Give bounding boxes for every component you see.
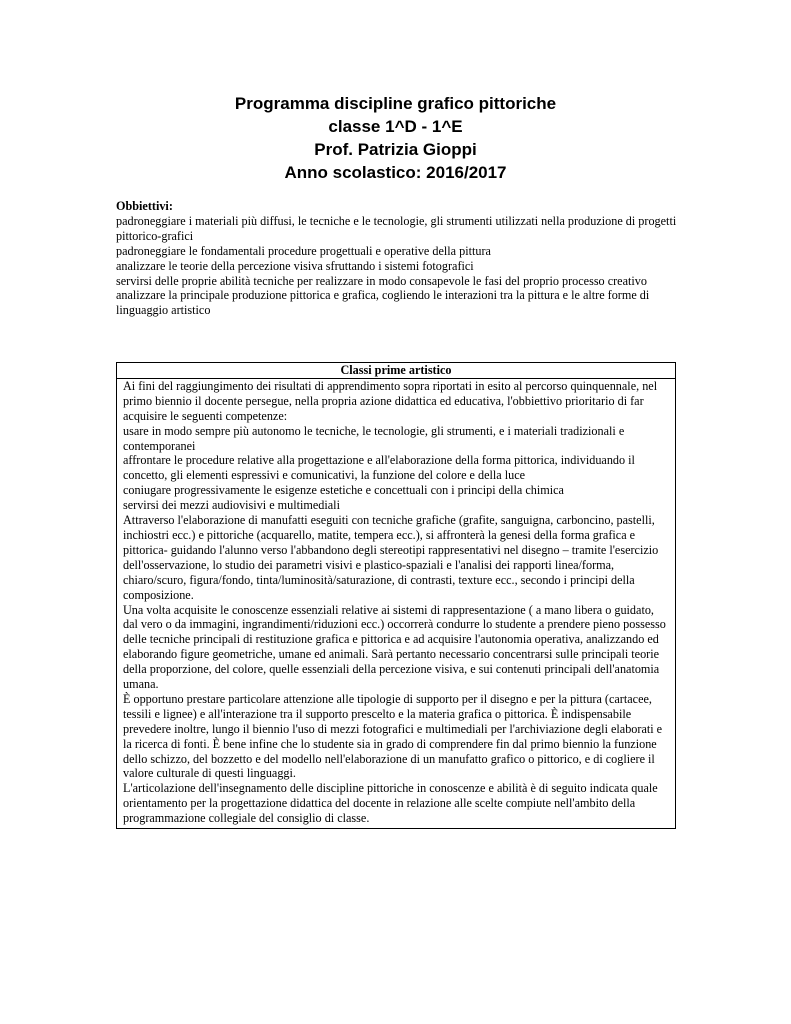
header-school-year: Anno scolastico: 2016/2017 bbox=[284, 163, 507, 182]
table-body bbox=[117, 379, 675, 828]
header-title: Programma discipline grafico pittoriche bbox=[234, 94, 557, 113]
header-teacher: Prof. Patrizia Gioppi bbox=[314, 140, 477, 159]
objective-item: analizzare la principale produzione pittorica e grafica, cogliendo le interazioni tra la pittura e le altre forme di linguaggio artistico bbox=[116, 288, 650, 318]
objectives-title: Obbiettivi: bbox=[116, 199, 173, 213]
table-paragraph: Ai fini del raggiungimento dei risultati di apprendimento sopra riportati in esito al percorso quinquennale, nel primo biennio il docente persegue, nella propria azione didattica ed educativa, l'obbiettivo prioritario di far acquisire le seguenti competenze: bbox=[123, 378, 658, 423]
header-class: classe 1^D - 1^E bbox=[328, 117, 463, 136]
table-paragraph: Attraverso l'elaborazione di manufatti eseguiti con tecniche grafiche (grafite, sanguigna, carboncino, pastelli, inchiostri ecc.) e pittoriche (acquarello, matite, tempera ecc.), si affronterà la genesi della forma grafica e pittorica- guidando l'alunno verso l'abbandono degli stereotipi rappresentativi nel disegno – tramite l'esercizio dell'osservazione, lo studio dei parametri visivi e plastico-spaziali e l'analisi dei rapporti linea/forma, chiaro/scuro, figura/fondo, tinta/luminosità/saturazione, di contrasti, texture ecc., secondo i principi della composizione. bbox=[123, 513, 659, 602]
document-header bbox=[0, 92, 791, 184]
table-paragraph: coniugare progressivamente le esigenze estetiche e concettuali con i principi della chimica bbox=[123, 483, 564, 498]
objective-item: padroneggiare i materiali più diffusi, le tecniche e le tecnologie, gli strumenti utilizzati nella produzione di progetti pittorico-grafici bbox=[116, 213, 677, 243]
table-paragraph: servirsi dei mezzi audiovisivi e multimediali bbox=[123, 498, 340, 513]
table-paragraph: affrontare le procedure relative alla progettazione e all'elaborazione della forma pittorica, individuando il concetto, gli elementi espressivi e comunicativi, la funzione del colore e della luce bbox=[123, 453, 635, 483]
table-paragraph: Una volta acquisite le conoscenze essenziali relative ai sistemi di rappresentazione ( a mano libera o guidato, dal vero o da immagini, ingrandimenti/riduzioni ecc.) occorrerà condurre lo studente a prendere pieno possesso delle tecniche principali di restituzione grafica e pittorica e ad acquisire l'autonomia operativa, analizzando ed elaborando figure geometriche, umane ed animali. Sarà pertanto necessario concentrarsi sulle principali teorie della proporzione, del colore, quelle essenziali della percezione visiva, e sui contenuti principali dell'anatomia umana. bbox=[123, 602, 666, 692]
table-paragraph: L'articolazione dell'insegnamento delle discipline pittoriche in conoscenze e abilità è di seguito indicata quale orientamento per la progettazione didattica del docente in relazione alle scelte compiute nell'ambito della programmazione collegiale del consiglio di classe. bbox=[123, 781, 658, 826]
objective-item: analizzare le teorie della percezione visiva sfruttando i sistemi fotografici bbox=[116, 258, 474, 273]
objective-item: servirsi delle proprie abilità tecniche per realizzare in modo consapevole le fasi del proprio processo creativo bbox=[116, 273, 647, 288]
objective-item: padroneggiare le fondamentali procedure progettuali e operative della pittura bbox=[116, 243, 491, 258]
objectives-section bbox=[116, 199, 686, 318]
table-paragraph: È opportuno prestare particolare attenzione alle tipologie di supporto per il disegno e per la pittura (cartacee, tessili e lignee) e all'interazione tra il supporto prescelto e la materia grafica o pittorica. È indispensabile prevedere inoltre, lungo il biennio l'uso di mezzi fotografici e multimediali per l'archiviazione degli elaborati e la ricerca di fonti. È bene infine che lo studente sia in grado di comprendere fin dal primo biennio la funzione dello schizzo, del bozzetto e del modello nell'elaborazione di un manufatto grafico o pittorico, e di cogliere il valore culturale di questi linguaggi. bbox=[123, 691, 663, 781]
table-paragraph: usare in modo sempre più autonomo le tecniche, le tecnologie, gli strumenti, e i materiali tradizionali e contemporanei bbox=[123, 423, 625, 453]
table-heading: Classi prime artistico bbox=[117, 363, 675, 379]
program-table bbox=[116, 362, 676, 829]
